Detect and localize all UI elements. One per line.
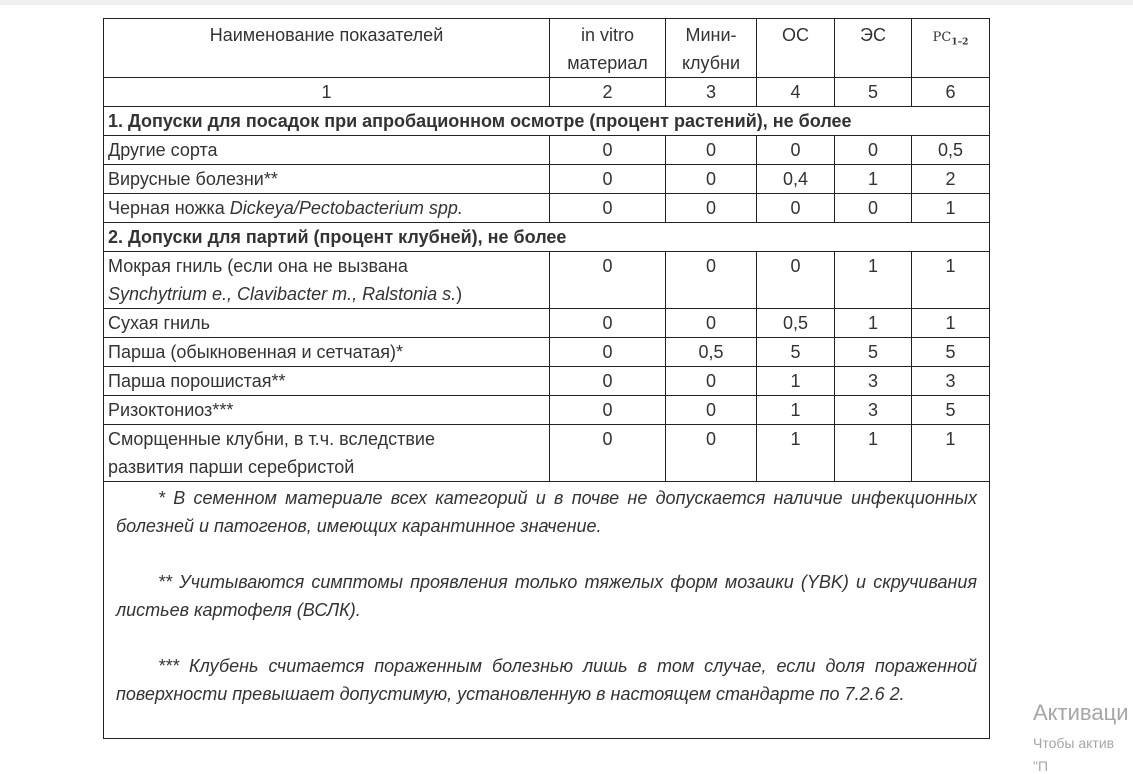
- col-number: 5: [835, 78, 912, 107]
- table-row: [104, 194, 990, 223]
- header-minitubers: [666, 19, 757, 78]
- cell-value: 0,5: [757, 309, 835, 338]
- tolerance-table: [103, 18, 990, 739]
- row-name-line1: Сморщенные клубни, в т.ч. вследствие: [108, 429, 435, 449]
- header-rs-sub: 1–2: [951, 37, 969, 48]
- table-row: [104, 165, 990, 194]
- row-name-line2: развития парши серебристой: [108, 457, 355, 477]
- cell-value: 0: [666, 194, 757, 223]
- cell-value: 1: [835, 309, 912, 338]
- header-rs-main: РС: [932, 30, 952, 45]
- header-indicator-name: Наименование показателей: [104, 19, 550, 78]
- cell-value: 0: [835, 136, 912, 165]
- cell-value: 0: [666, 425, 757, 482]
- section2-header-row: [104, 223, 990, 252]
- row-name-prefix: Черная ножка: [108, 198, 230, 218]
- cell-value: 0: [550, 136, 666, 165]
- row-name-line1: Мокрая гниль (если она не вызвана: [108, 256, 408, 276]
- table-row: [104, 309, 990, 338]
- row-name: Парша порошистая**: [104, 367, 550, 396]
- table-row: [104, 338, 990, 367]
- col-number: 2: [550, 78, 666, 107]
- cell-value: 0: [666, 165, 757, 194]
- table-row: [104, 367, 990, 396]
- header-in-vitro-line1: in vitro: [580, 25, 634, 45]
- cell-value: 0: [550, 367, 666, 396]
- cell-value: 0: [666, 367, 757, 396]
- row-name: Сухая гниль: [104, 309, 550, 338]
- footnotes-cell: [104, 482, 990, 739]
- cell-value: 1: [835, 165, 912, 194]
- cell-value: 0: [550, 338, 666, 367]
- footnotes-row: [104, 482, 990, 739]
- cell-value: 0,5: [912, 136, 990, 165]
- cell-value: 0,5: [666, 338, 757, 367]
- cell-value: 1: [912, 252, 990, 309]
- cell-value: 1: [912, 309, 990, 338]
- column-number-row: [104, 78, 990, 107]
- row-name: Другие сорта: [104, 136, 550, 165]
- cell-value: 0: [550, 165, 666, 194]
- cell-value: 0: [666, 252, 757, 309]
- header-es: ЭС: [835, 19, 912, 78]
- row-name: Парша (обыкновенная и сетчатая)*: [104, 338, 550, 367]
- header-row: [104, 19, 990, 78]
- cell-value: 1: [835, 425, 912, 482]
- row-name: [104, 425, 550, 482]
- cell-value: 1: [912, 425, 990, 482]
- cell-value: 0: [666, 396, 757, 425]
- header-in-vitro-line2: материал: [567, 53, 648, 73]
- activation-watermark-subtitle: Чтобы актив: [1033, 735, 1115, 751]
- row-name-close: ): [456, 284, 463, 304]
- cell-value: 0: [666, 309, 757, 338]
- row-name-latin: Dickeya/Pectobacterium spp.: [229, 198, 463, 218]
- cell-value: 0: [550, 252, 666, 309]
- cell-value: 1: [757, 396, 835, 425]
- col-number: 4: [757, 78, 835, 107]
- header-os: ОС: [757, 19, 835, 78]
- section1-header-row: [104, 107, 990, 136]
- cell-value: 0: [550, 194, 666, 223]
- section1-title: 1. Допуски для посадок при апробационном осмотре (процент растений), не более: [104, 107, 990, 136]
- row-name: [104, 194, 550, 223]
- header-in-vitro: [550, 19, 666, 78]
- top-bar: [0, 0, 1133, 5]
- cell-value: 0: [835, 194, 912, 223]
- table-row: [104, 252, 990, 309]
- cell-value: 0: [550, 309, 666, 338]
- cell-value: 3: [835, 396, 912, 425]
- cell-value: 0: [666, 136, 757, 165]
- row-name: Вирусные болезни**: [104, 165, 550, 194]
- footnote-tuber: *** Клубень считается пораженным болезнью лишь в том случае, если доля пораженной поверхности превышает допустимую, установленную в настоящем стандарте по 7.2.6 2.: [116, 656, 977, 704]
- cell-value: 5: [912, 338, 990, 367]
- activation-watermark-subtitle2: "П: [1033, 758, 1049, 774]
- cell-value: 3: [912, 367, 990, 396]
- table-row: [104, 425, 990, 482]
- cell-value: 5: [835, 338, 912, 367]
- section2-title: 2. Допуски для партий (процент клубней), не более: [104, 223, 990, 252]
- table-row: [104, 136, 990, 165]
- cell-value: 1: [912, 194, 990, 223]
- cell-value: 1: [757, 425, 835, 482]
- header-minitubers-line2: клубни: [681, 53, 741, 73]
- cell-value: 0: [757, 252, 835, 309]
- table-row: [104, 396, 990, 425]
- cell-value: 5: [912, 396, 990, 425]
- header-minitubers-line1: Мини-: [685, 25, 737, 45]
- row-name: Ризоктониоз***: [104, 396, 550, 425]
- col-number: 6: [912, 78, 990, 107]
- cell-value: 0: [550, 425, 666, 482]
- cell-value: 0: [757, 136, 835, 165]
- cell-value: 3: [835, 367, 912, 396]
- header-rs: [912, 19, 990, 78]
- cell-value: 5: [757, 338, 835, 367]
- cell-value: 0: [757, 194, 835, 223]
- row-name-latin: Synchytrium e., Clavibacter m., Ralstonia s.: [108, 284, 457, 304]
- cell-value: 1: [757, 367, 835, 396]
- footnote-virus: ** Учитываются симптомы проявления только тяжелых форм мозаики (YBK) и скручивания листьев картофеля (ВСЛК).: [116, 572, 977, 620]
- cell-value: 1: [835, 252, 912, 309]
- col-number: 3: [666, 78, 757, 107]
- activation-watermark-title: Активаци: [1033, 700, 1129, 725]
- row-name: [104, 252, 550, 309]
- footnote-quarantine: * В семенном материале всех категорий и в почве не допускается наличие инфекционных болезней и патогенов, имеющих карантинное значение.: [116, 488, 977, 536]
- cell-value: 0,4: [757, 165, 835, 194]
- col-number: 1: [104, 78, 550, 107]
- cell-value: 2: [912, 165, 990, 194]
- cell-value: 0: [550, 396, 666, 425]
